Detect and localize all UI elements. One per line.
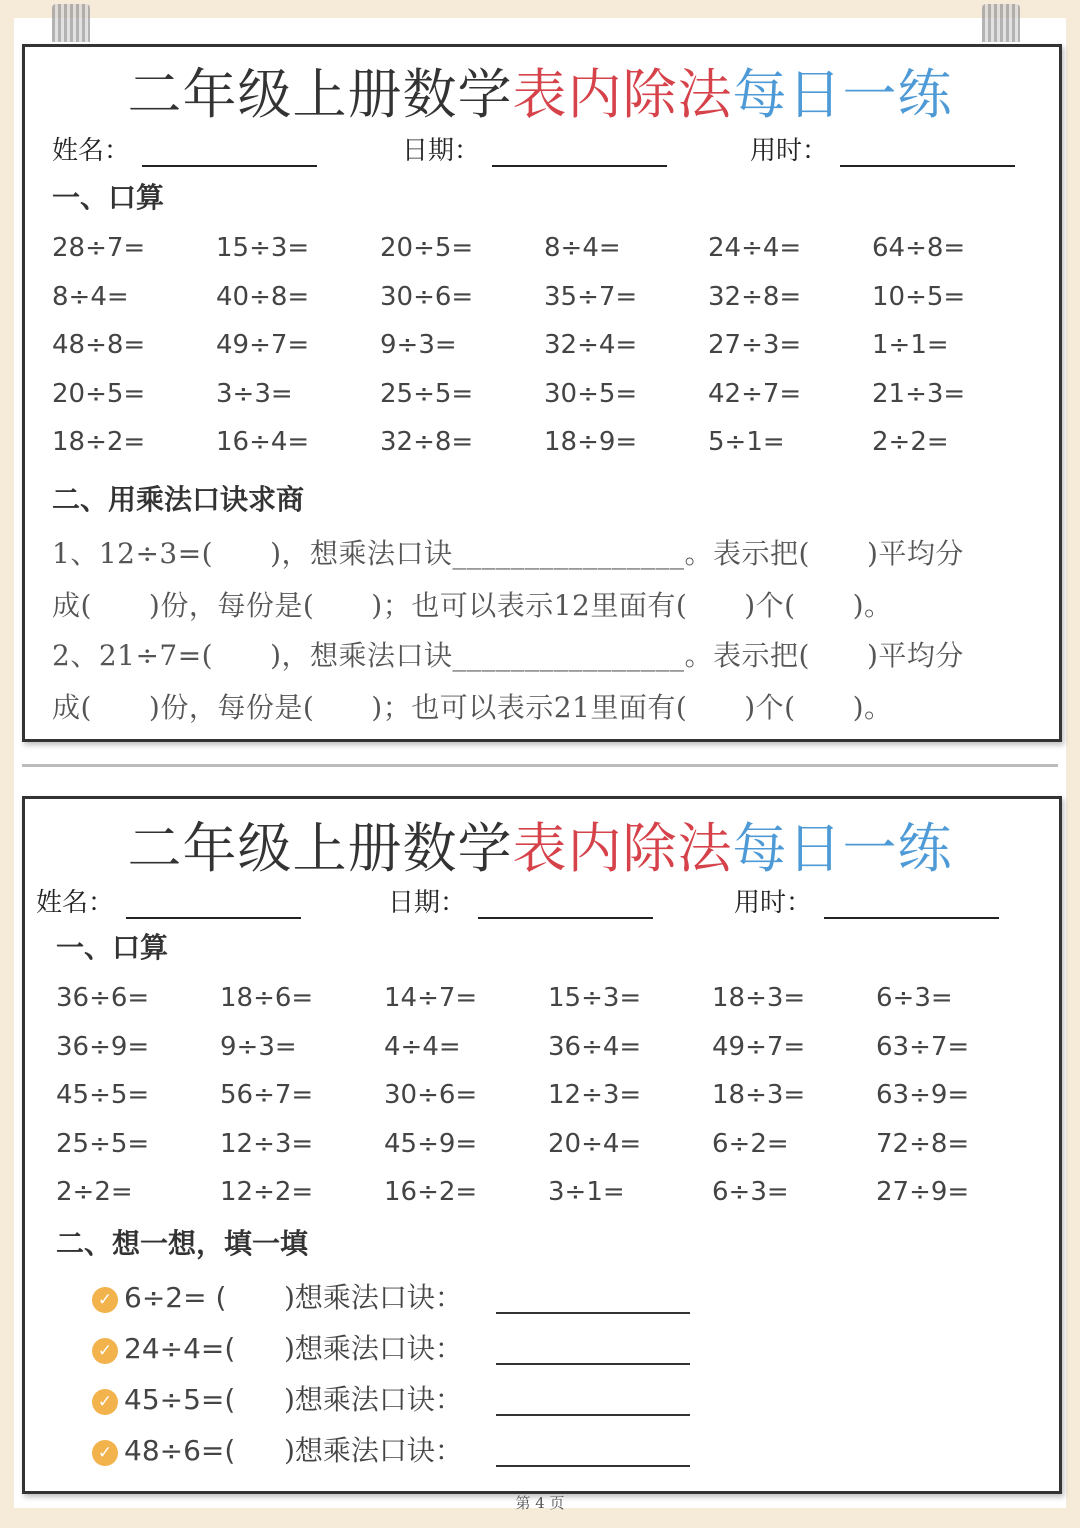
calc-item: 36÷6= <box>56 983 150 1013</box>
section-heading-oral-1: 一、口算 <box>52 181 165 214</box>
calc-item: 35÷7= <box>544 281 638 312</box>
calc-item: 30÷5= <box>544 378 638 409</box>
answer-line[interactable] <box>496 1361 690 1365</box>
calc-item: 24÷4= <box>708 233 802 263</box>
calc-item: 45÷5= <box>56 1080 150 1110</box>
calc-item: 8÷4= <box>544 233 621 263</box>
calc-item: 2÷2= <box>872 427 949 457</box>
calc-item: 12÷3= <box>548 1080 642 1110</box>
fill-in-prompt: )想乘法口诀： <box>284 1383 463 1416</box>
calc-item: 30÷6= <box>384 1080 478 1110</box>
section-heading-multiply-1: 二、用乘法口诀求商 <box>52 483 305 516</box>
page-number: 第 4 页 <box>515 1494 565 1512</box>
calc-item: 20÷4= <box>548 1128 642 1159</box>
name-field-1[interactable]: 姓名： <box>52 130 317 167</box>
calc-item: 18÷2= <box>52 427 146 457</box>
calc-item: 64÷8= <box>872 233 966 263</box>
answer-line[interactable] <box>496 1463 690 1467</box>
calc-item: 27÷9= <box>876 1177 970 1207</box>
calc-item: 21÷3= <box>872 378 966 409</box>
calc-item: 15÷3= <box>216 233 310 263</box>
calc-item: 25÷5= <box>56 1128 150 1159</box>
calc-item: 2÷2= <box>56 1177 133 1207</box>
section-heading-think-2: 二、想一想，填一填 <box>56 1227 309 1260</box>
calc-item: 16÷2= <box>384 1177 478 1207</box>
check-badge-icon: ✓ <box>92 1287 118 1313</box>
calc-item: 8÷4= <box>52 281 129 312</box>
calc-item: 56÷7= <box>220 1080 314 1110</box>
fill-in-prompt: )想乘法口诀： <box>284 1332 463 1365</box>
fill-in-item <box>92 1327 463 1367</box>
calc-item: 4÷4= <box>384 1031 461 1062</box>
calc-item: 27÷3= <box>708 330 802 360</box>
calc-item: 40÷8= <box>216 281 310 312</box>
question-line-2: 成( )份，每份是( )；也可以表示12里面有( )个( )。 <box>52 589 893 622</box>
date-field-1[interactable]: 日期： <box>402 130 667 167</box>
calc-item: 36÷9= <box>56 1031 150 1062</box>
calc-item: 1÷1= <box>872 330 949 360</box>
question-line-4: 成( )份，每份是( )；也可以表示21里面有( )个( )。 <box>52 691 893 724</box>
calc-item: 5÷1= <box>708 427 785 457</box>
calc-item: 14÷7= <box>384 983 478 1013</box>
time-field-2[interactable]: 用时： <box>734 882 999 919</box>
fill-in-prompt: )想乘法口诀： <box>284 1281 463 1314</box>
calc-item: 10÷5= <box>872 281 966 312</box>
calc-item: 6÷2= <box>712 1128 789 1159</box>
date-field-2[interactable]: 日期： <box>388 882 653 919</box>
fill-in-expression: 24÷4=( <box>124 1332 236 1365</box>
check-badge-icon: ✓ <box>92 1338 118 1364</box>
calc-item: 9÷3= <box>220 1031 297 1062</box>
calc-item: 63÷9= <box>876 1080 970 1110</box>
calc-item: 3÷3= <box>216 378 293 409</box>
calc-item: 49÷7= <box>216 330 310 360</box>
fill-in-item <box>92 1378 463 1418</box>
calc-item: 32÷8= <box>708 281 802 312</box>
fill-in-expression: 45÷5=( <box>124 1383 236 1416</box>
calc-item: 25÷5= <box>380 378 474 409</box>
answer-line[interactable] <box>496 1310 690 1314</box>
calc-item: 12÷3= <box>220 1128 314 1159</box>
check-badge-icon: ✓ <box>92 1440 118 1466</box>
title-part-topic: 表内除法 <box>512 63 733 126</box>
section-heading-oral-2: 一、口算 <box>56 931 169 964</box>
page-divider <box>22 764 1058 767</box>
calc-item: 30÷6= <box>380 281 474 312</box>
calc-item: 42÷7= <box>708 378 802 409</box>
fill-in-item <box>92 1276 463 1316</box>
question-line-1: 1、12÷3=( )，想乘法口诀________________。表示把( )平均分 <box>52 537 964 570</box>
question-line-3: 2、21÷7=( )，想乘法口诀________________。表示把( )平均分 <box>52 639 964 672</box>
worksheet-title-2: 二年级上册数学表内除法每日一练 <box>127 817 953 880</box>
calc-item: 48÷8= <box>52 330 146 360</box>
fill-in-expression: 48÷6=( <box>124 1434 236 1467</box>
calc-item: 15÷3= <box>548 983 642 1013</box>
calc-item: 18÷3= <box>712 983 806 1013</box>
binder-clip-right <box>982 4 1020 42</box>
fill-in-item <box>92 1429 463 1469</box>
worksheet-title-1 <box>0 52 1080 129</box>
calc-item: 49÷7= <box>712 1031 806 1062</box>
calc-item: 18÷6= <box>220 983 314 1013</box>
calc-item: 72÷8= <box>876 1128 970 1159</box>
calc-item: 36÷4= <box>548 1031 642 1062</box>
calc-item: 12÷2= <box>220 1177 314 1207</box>
title-part-daily: 每日一练 <box>732 63 953 126</box>
time-field-1[interactable]: 用时： <box>750 130 1015 167</box>
calc-item: 63÷7= <box>876 1031 970 1062</box>
calc-item: 20÷5= <box>52 378 146 409</box>
name-field-2[interactable]: 姓名： <box>36 882 301 919</box>
calc-item: 18÷3= <box>712 1080 806 1110</box>
calc-item: 3÷1= <box>548 1177 625 1207</box>
calc-item: 16÷4= <box>216 427 310 457</box>
calc-item: 6÷3= <box>712 1177 789 1207</box>
answer-line[interactable] <box>496 1412 690 1416</box>
title-part-grade: 二年级上册数学 <box>127 63 513 126</box>
calc-item: 32÷8= <box>380 427 474 457</box>
calc-item: 6÷3= <box>876 983 953 1013</box>
check-badge-icon: ✓ <box>92 1389 118 1415</box>
calc-item: 28÷7= <box>52 233 146 263</box>
calc-item: 20÷5= <box>380 233 474 263</box>
binder-clip-left <box>52 4 90 42</box>
calc-item: 32÷4= <box>544 330 638 360</box>
calc-item: 45÷9= <box>384 1128 478 1159</box>
calc-item: 9÷3= <box>380 330 457 360</box>
fill-in-prompt: )想乘法口诀： <box>284 1434 463 1467</box>
fill-in-expression: 6÷2= ( <box>124 1281 227 1314</box>
calc-item: 18÷9= <box>544 427 638 457</box>
